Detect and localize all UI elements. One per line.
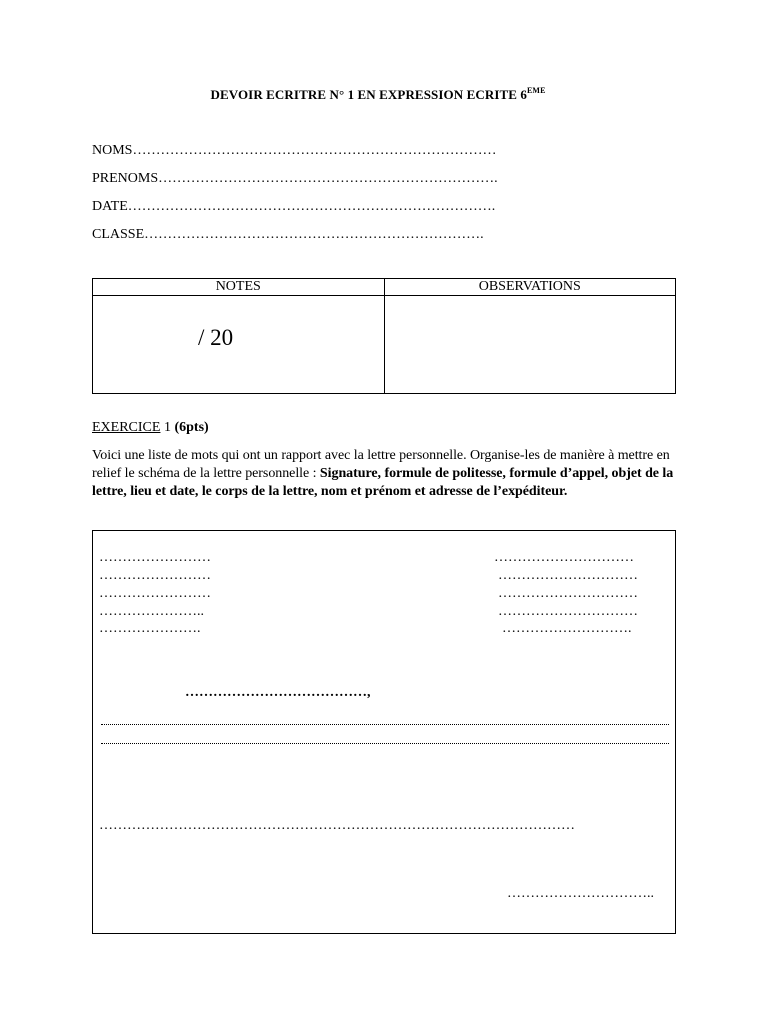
sender-line[interactable]: ………………….. — [99, 604, 204, 619]
exercise-points: (6pts) — [174, 420, 209, 435]
classe-field[interactable]: CLASSE………………………………………………………………. — [92, 227, 484, 242]
observations-cell — [384, 296, 676, 394]
page-title: DEVOIR ECRITRE N° 1 EN EXPRESSION ECRITE 6EME — [210, 86, 546, 102]
date-place-line[interactable]: ………………………… — [498, 568, 638, 583]
salutation-line[interactable]: …………………………………, — [185, 685, 371, 700]
sender-line[interactable]: …………………. — [99, 621, 201, 636]
score-value: / 20 — [198, 325, 234, 350]
exercise-label: EXERCICE — [92, 420, 161, 435]
date-place-line[interactable]: ………………………… — [498, 604, 638, 619]
date-place-line[interactable]: ………………………… — [498, 586, 638, 601]
sender-line[interactable]: …………………… — [99, 550, 211, 565]
prenoms-field[interactable]: PRENOMS………………………………………………………………. — [92, 171, 498, 186]
notes-header: NOTES — [93, 279, 385, 296]
observations-header: OBSERVATIONS — [384, 279, 676, 296]
letter-template-box — [92, 530, 676, 934]
grade-table — [92, 278, 676, 394]
exercise-instruction: Voici une liste de mots qui ont un rapport avec la lettre personnelle. Organise-les de manière à mettre en relief le schéma de la lettre personnelle : Signature, formule de politesse, formule d’appel, objet de la lettre, lieu et date, le corps de la lettre, nom et prénom et adresse de l’expéditeur. — [92, 448, 674, 499]
closing-line[interactable]: ………………………………………………………………………………………… — [99, 818, 575, 833]
notes-cell — [93, 296, 385, 394]
body-dotted-line[interactable] — [101, 724, 669, 725]
sender-line[interactable]: …………………… — [99, 586, 211, 601]
signature-line[interactable]: ………………………….. — [507, 886, 654, 901]
body-dotted-line[interactable] — [101, 743, 669, 744]
date-place-line[interactable]: ………………………. — [502, 621, 632, 636]
noms-field[interactable]: NOMS…………………………………………………………………… — [92, 143, 497, 158]
date-place-line[interactable]: ………………………… — [494, 550, 634, 565]
exercise-keywords: Signature, formule de politesse, formule d’appel, objet de la lettre, lieu et date, le corps de la lettre, nom et prénom et adresse de l’expéditeur. — [92, 466, 674, 499]
date-field[interactable]: DATE……………………………………………………………………. — [92, 199, 496, 214]
sender-line[interactable]: …………………… — [99, 568, 211, 583]
exercise-heading: EXERCICE 1 (6pts) — [92, 420, 209, 435]
